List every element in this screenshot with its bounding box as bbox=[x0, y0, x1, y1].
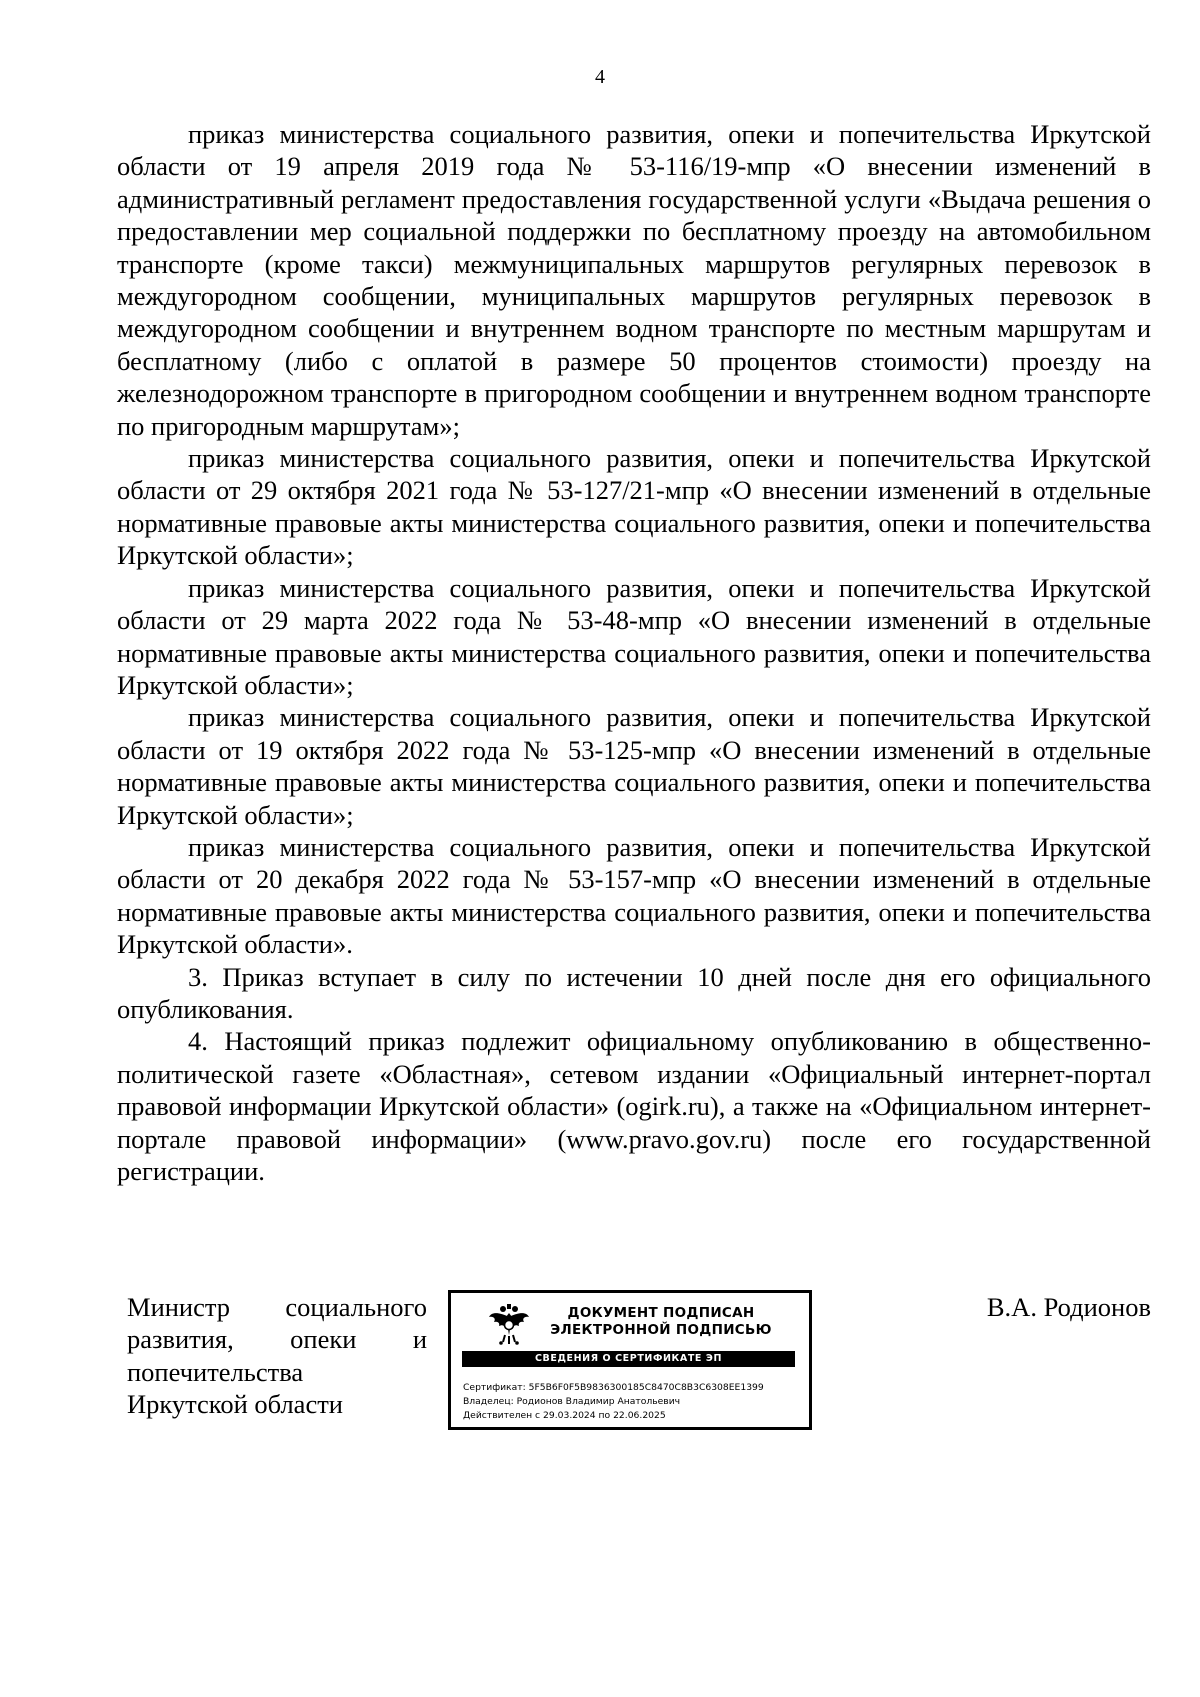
position-line: попечительства bbox=[127, 1356, 304, 1387]
document-body bbox=[117, 118, 1151, 1187]
position-line: развития, опеки и bbox=[127, 1324, 427, 1355]
stamp-title bbox=[531, 1305, 791, 1339]
certificate-info-header: СВЕДЕНИЯ О СЕРТИФИКАТЕ ЭП bbox=[462, 1351, 795, 1367]
stamp-title-line: ДОКУМЕНТ ПОДПИСАН bbox=[567, 1305, 755, 1321]
stamp-title-line: ЭЛЕКТРОННОЙ ПОДПИСЬЮ bbox=[550, 1322, 772, 1338]
certificate-number: Сертификат: 5F5B6F0F5B9836300185C8470C8B3C6308EE1399 bbox=[463, 1382, 764, 1393]
paragraph-effective-date: 3. Приказ вступает в силу по истечении 10 дней после дня его официального опубликования. bbox=[117, 961, 1151, 1024]
certificate-validity: Действителен с 29.03.2024 по 22.06.2025 bbox=[463, 1410, 666, 1421]
certificate-details bbox=[463, 1381, 808, 1423]
signer-name: В.А. Родионов bbox=[986, 1292, 1151, 1322]
page-number: 4 bbox=[595, 66, 605, 88]
coat-of-arms-icon bbox=[486, 1301, 532, 1347]
paragraph-order-december-2022: приказ министерства социального развития, опеки и попечительства Иркутской области от 20 декабря 2022 года № 53-157-мпр «О внесении изменений в отдельные нормативные правовые акты министерства социального развития, опеки и попечительства Иркутской области». bbox=[117, 831, 1151, 960]
certificate-owner: Владелец: Родионов Владимир Анатольевич bbox=[463, 1396, 681, 1407]
paragraph-order-2021: приказ министерства социального развития, опеки и попечительства Иркутской области от 29 октября 2021 года № 53-127/21-мпр «О внесении изменений в отдельные нормативные правовые акты министерства социального развития, опеки и попечительства Иркутской области»; bbox=[117, 443, 1151, 571]
paragraph-publication: 4. Настоящий приказ подлежит официальному опубликованию в общественно-политической газете «Областная», сетевом издании «Официальный интернет-портал правовой информации Иркутской области» (ogirk.ru), а также на «Официальном интернет-портале правовой информации» (www.pravo.gov.ru) после его государственной регистрации. bbox=[117, 1026, 1151, 1186]
paragraph-order-march-2022: приказ министерства социального развития, опеки и попечительства Иркутской области от 29 марта 2022 года № 53-48-мпр «О внесении изменений в отдельные нормативные правовые акты министерства социального развития, опеки и попечительства Иркутской области»; bbox=[117, 572, 1151, 700]
paragraph-order-october-2022: приказ министерства социального развития, опеки и попечительства Иркутской области от 19 октября 2022 года № 53-125-мпр «О внесении изменений в отдельные нормативные правовые акты министерства социального развития, опеки и попечительства Иркутской области»; bbox=[117, 702, 1151, 830]
signatory-position bbox=[127, 1291, 427, 1421]
electronic-signature-stamp bbox=[448, 1290, 812, 1430]
position-line: Иркутской области bbox=[127, 1389, 343, 1420]
paragraph-order-2019: приказ министерства социального развития, опеки и попечительства Иркутской области от 19 апреля 2019 года № 53-116/19-мпр «О внесении изменений в административный регламент предоставления государственной услуги «Выдача решения о предоставлении мер социальной поддержки по бесплатному проезду на автомобильном транспорте (кроме такси) межмуниципальных маршрутов регулярных перевозок в междугородном сообщении, муниципальных маршрутов регулярных перевозок в междугородном сообщении и внутреннем водном транспорте по местным маршрутам и бесплатному (либо с оплатой в размере 50 процентов стоимости) проезду на железнодорожном транспорте в пригородном сообщении и внутреннем водном транспорте по пригородным маршрутам»; bbox=[117, 119, 1151, 441]
position-line: Министр социального bbox=[127, 1292, 427, 1322]
